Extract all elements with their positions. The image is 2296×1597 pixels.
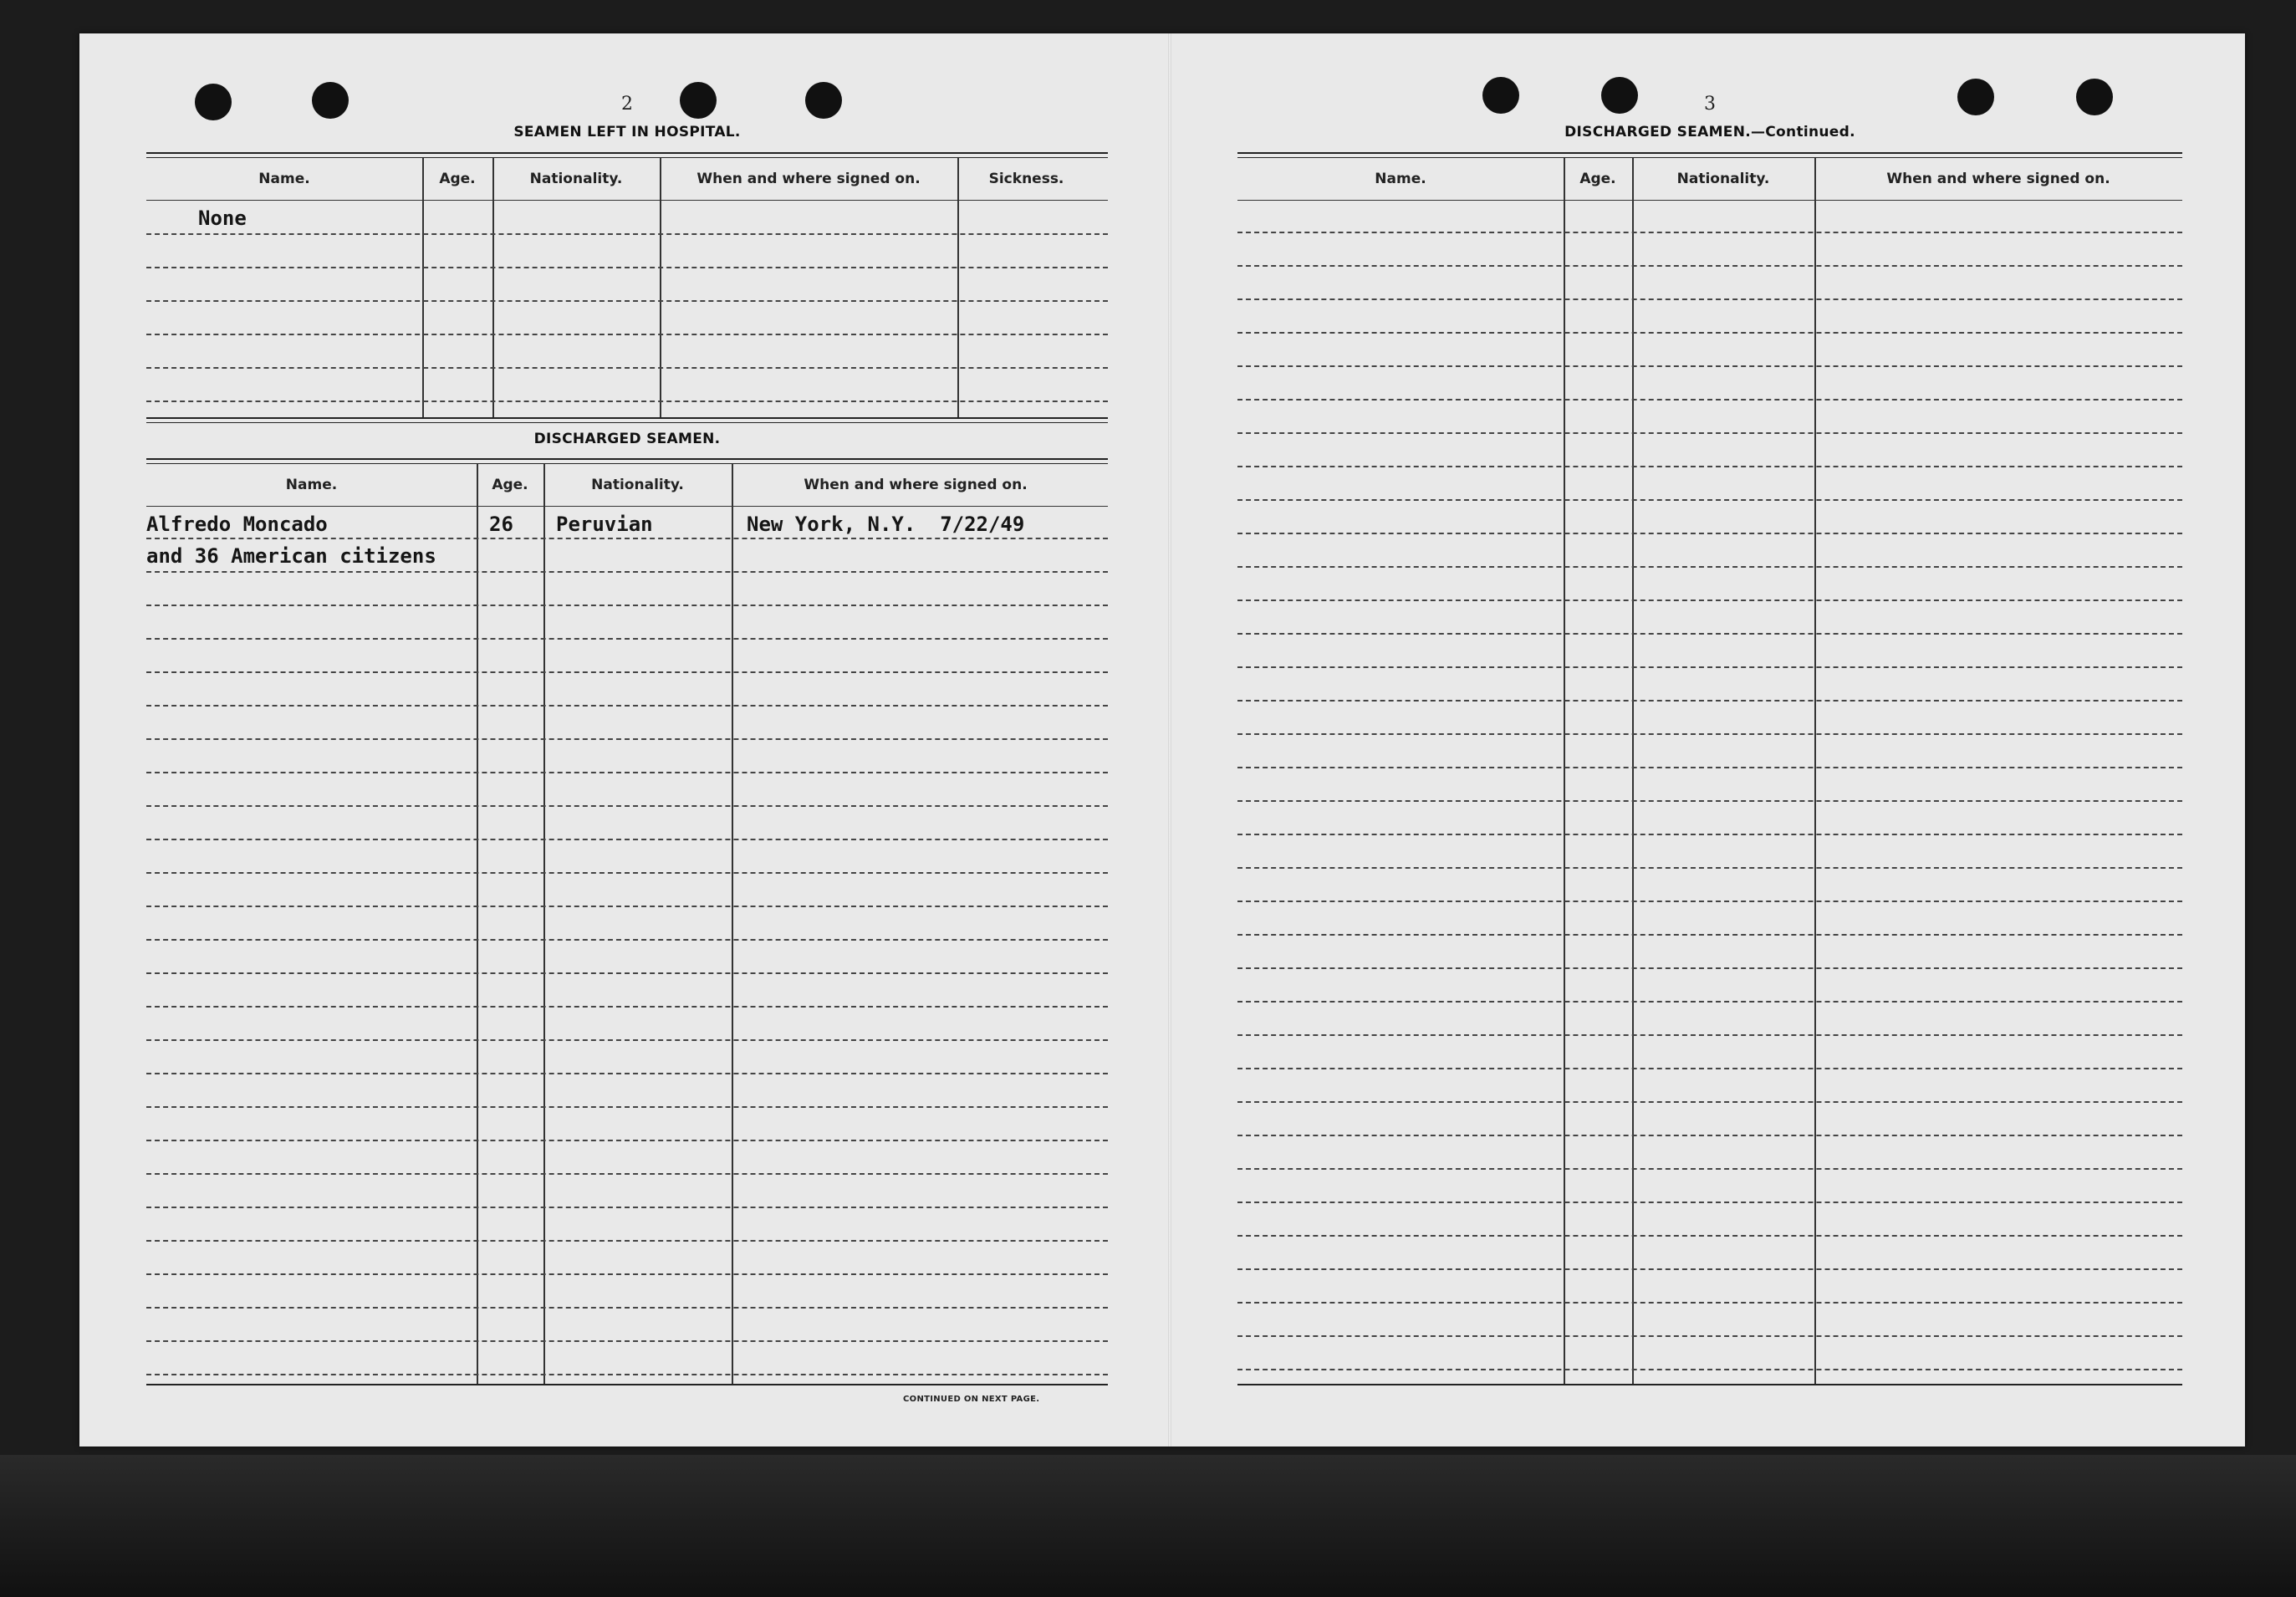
left-page xyxy=(146,33,1108,1446)
double-rule xyxy=(146,458,1108,464)
row-line xyxy=(146,1106,1108,1108)
column-divider xyxy=(1632,158,1634,1384)
double-rule xyxy=(146,417,1108,423)
row-line xyxy=(1237,399,2182,401)
row-line xyxy=(146,1307,1108,1309)
row-line xyxy=(146,1374,1108,1375)
row-line xyxy=(1237,432,2182,434)
row-line xyxy=(146,1207,1108,1208)
scanner-bed xyxy=(0,1455,2296,1597)
row-line xyxy=(146,1240,1108,1242)
discharged-continued-table xyxy=(1237,158,2182,1384)
row-line xyxy=(146,267,1108,268)
row-line xyxy=(146,401,1108,402)
row-line xyxy=(1237,232,2182,233)
col-age: Age. xyxy=(492,477,528,493)
row-line xyxy=(146,939,1108,941)
col-name: Name. xyxy=(285,477,338,493)
double-rule xyxy=(146,152,1108,158)
discharged-signed-on: New York, N.Y. 7/22/49 xyxy=(747,513,1025,536)
row-line xyxy=(146,334,1108,335)
discharged-section-title: DISCHARGED SEAMEN. xyxy=(533,431,721,447)
row-line xyxy=(1237,1068,2182,1069)
row-line xyxy=(1237,533,2182,534)
header-rule xyxy=(1237,200,2182,201)
row-line xyxy=(1237,1202,2182,1203)
row-line xyxy=(1237,298,2182,300)
row-line xyxy=(146,906,1108,907)
bottom-rule xyxy=(1237,1384,2182,1388)
row-line xyxy=(146,1039,1108,1041)
col-nationality: Nationality. xyxy=(1676,171,1770,187)
row-line xyxy=(146,1073,1108,1074)
row-line xyxy=(146,1006,1108,1008)
row-line xyxy=(146,233,1108,235)
column-divider xyxy=(492,158,494,417)
hospital-table xyxy=(146,158,1108,417)
row-line xyxy=(146,671,1108,673)
row-line xyxy=(1237,365,2182,367)
row-line xyxy=(146,805,1108,807)
row-line xyxy=(146,772,1108,773)
row-line xyxy=(1237,1101,2182,1103)
row-line xyxy=(146,538,1108,539)
row-line xyxy=(146,571,1108,573)
row-line xyxy=(146,839,1108,840)
row-line xyxy=(1237,1235,2182,1237)
page-number: 3 xyxy=(1704,94,1716,115)
row-line xyxy=(1237,967,2182,969)
row-line xyxy=(1237,1168,2182,1170)
row-line xyxy=(1237,800,2182,802)
discharged-name-continued: and 36 American citizens xyxy=(146,544,436,568)
row-line xyxy=(146,300,1108,302)
row-line xyxy=(1237,901,2182,902)
column-divider xyxy=(1564,158,1565,1384)
column-divider xyxy=(477,464,478,1384)
row-line xyxy=(1237,733,2182,735)
header-rule xyxy=(146,200,1108,201)
row-line xyxy=(146,638,1108,640)
hospital-section-title: SEAMEN LEFT IN HOSPITAL. xyxy=(513,124,741,140)
bottom-rule xyxy=(146,1384,1108,1388)
col-nationality: Nationality. xyxy=(529,171,623,187)
col-sickness: Sickness. xyxy=(988,171,1064,187)
row-line xyxy=(146,1140,1108,1141)
col-name: Name. xyxy=(258,171,310,187)
col-signed-on: When and where signed on. xyxy=(696,171,921,187)
column-divider xyxy=(732,464,733,1384)
row-line xyxy=(146,1340,1108,1342)
header-rule xyxy=(146,506,1108,507)
continued-note: CONTINUED ON NEXT PAGE. xyxy=(903,1395,1040,1404)
right-page xyxy=(1237,33,2182,1446)
row-line xyxy=(146,1173,1108,1175)
row-line xyxy=(1237,700,2182,702)
row-line xyxy=(1237,1034,2182,1036)
row-line xyxy=(1237,1369,2182,1370)
row-line xyxy=(146,1273,1108,1275)
hospital-entry: None xyxy=(198,207,247,230)
discharged-name: Alfredo Moncado xyxy=(146,513,328,536)
col-signed-on: When and where signed on. xyxy=(1886,171,2110,187)
discharged-table xyxy=(146,464,1108,1384)
row-line xyxy=(1237,1268,2182,1270)
column-divider xyxy=(1814,158,1816,1384)
row-line xyxy=(1237,332,2182,334)
row-line xyxy=(146,972,1108,974)
column-divider xyxy=(660,158,661,417)
row-line xyxy=(1237,834,2182,835)
row-line xyxy=(146,367,1108,369)
row-line xyxy=(1237,633,2182,635)
row-line xyxy=(1237,600,2182,601)
col-nationality: Nationality. xyxy=(591,477,684,493)
row-line xyxy=(146,705,1108,707)
row-line xyxy=(1237,767,2182,768)
row-line xyxy=(146,605,1108,606)
col-age: Age. xyxy=(1579,171,1616,187)
discharged-continued-title: DISCHARGED SEAMEN.—Continued. xyxy=(1564,124,1855,140)
row-line xyxy=(1237,1302,2182,1304)
double-rule xyxy=(1237,152,2182,158)
page-number: 2 xyxy=(621,94,633,115)
row-line xyxy=(1237,1135,2182,1136)
row-line xyxy=(1237,1335,2182,1337)
row-line xyxy=(1237,867,2182,869)
col-age: Age. xyxy=(439,171,476,187)
row-line xyxy=(1237,499,2182,501)
row-line xyxy=(1237,1001,2182,1003)
column-divider xyxy=(422,158,424,417)
col-signed-on: When and where signed on. xyxy=(804,477,1028,493)
row-line xyxy=(146,872,1108,874)
row-line xyxy=(1237,466,2182,467)
discharged-nationality: Peruvian xyxy=(556,513,653,536)
center-fold xyxy=(1168,33,1171,1446)
row-line xyxy=(1237,934,2182,936)
row-line xyxy=(1237,566,2182,568)
column-divider xyxy=(957,158,959,417)
row-line xyxy=(1237,666,2182,668)
row-line xyxy=(1237,265,2182,267)
col-name: Name. xyxy=(1375,171,1426,187)
discharged-age: 26 xyxy=(489,513,513,536)
document-spread xyxy=(79,33,2245,1446)
column-divider xyxy=(543,464,545,1384)
row-line xyxy=(146,738,1108,740)
